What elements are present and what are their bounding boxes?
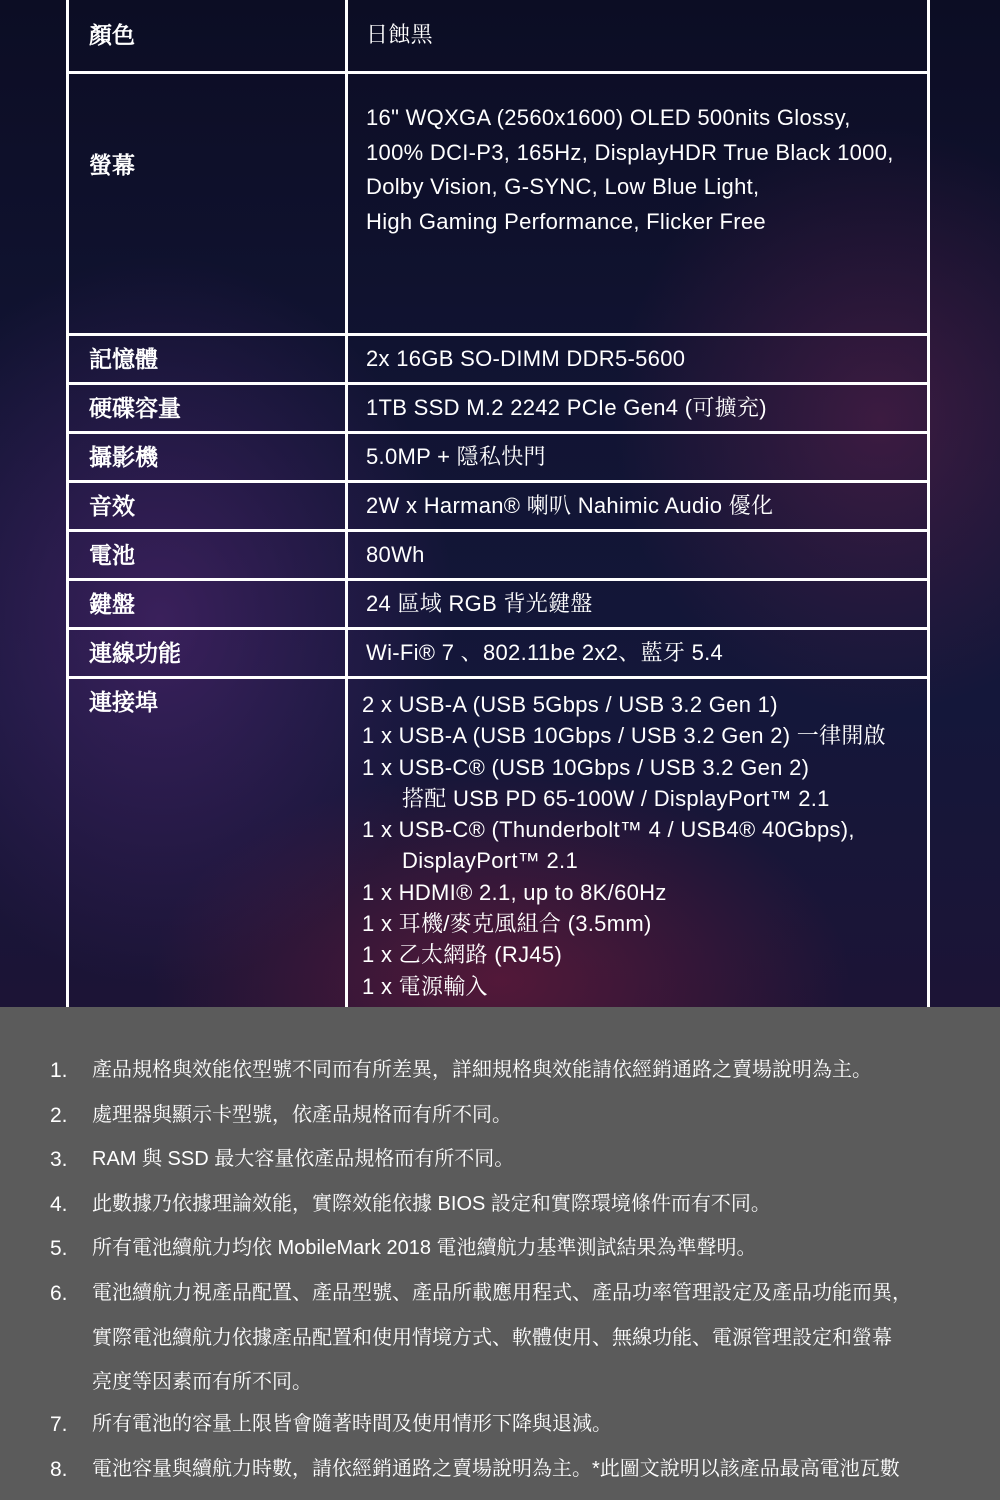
footnote-text: 此數據乃依據理論效能，實際效能依據 BIOS 設定和實際環境條件而有不同。 [92,1193,771,1215]
footnote-number: 4. [50,1193,68,1216]
spec-label: 音效 [68,482,347,531]
spec-value: 2x 16GB SO-DIMM DDR5-5600 [347,335,929,384]
footnote-text: 產品規格與效能依型號不同而有所差異，詳細規格與效能請依經銷通路之賣場說明為主。 [92,1059,872,1081]
spec-label: 顏色 [68,0,347,73]
spec-value: 5.0MP + 隱私快門 [347,433,929,482]
footnote-number: 5. [50,1237,68,1260]
port-line: 1 x 電源輸入 [362,973,488,999]
footnote-number: 7. [50,1413,68,1436]
port-line: 1 x 耳機/麥克風組合 (3.5mm) [362,911,652,937]
spec-line: 100% DCI-P3, 165Hz, DisplayHDR True Black 1000, [366,139,894,165]
spec-value: 2W x Harman® 喇叭 Nahimic Audio 優化 [347,482,929,531]
spec-label: 連線功能 [68,629,347,678]
spec-value: 80Wh [347,531,929,580]
spec-value: Wi-Fi® 7 、802.11be 2x2、藍牙 5.4 [347,629,929,678]
spec-label: 連接埠 [68,678,347,1008]
port-line: 1 x HDMI® 2.1, up to 8K/60Hz [362,879,667,905]
footnote-text: 電池續航力視產品配置、產品型號、產品所載應用程式、產品功率管理設定及產品功能而異， 實際電池續航力依據產品配置和使用情境方式、軟體使用、無線功能、電源管理設定和螢幕 亮度等因素而有所不同。 [92,1282,912,1393]
spec-row-battery [68,531,929,580]
port-line: DisplayPort™ 2.1 [402,848,578,874]
footnote-number: 3. [50,1148,68,1171]
port-line: 1 x USB-C® (Thunderbolt™ 4 / USB4® 40Gbps), [362,817,855,843]
spec-row-keyboard [68,580,929,629]
spec-label: 電池 [68,531,347,580]
spec-label: 螢幕 [68,73,347,335]
spec-row-screen [68,73,929,335]
footnote-number: 1. [50,1059,68,1082]
spec-label: 硬碟容量 [68,384,347,433]
spec-row-ports [68,678,929,1008]
spec-row-camera [68,433,929,482]
spec-row-connectivity [68,629,929,678]
spec-value: 日蝕黑 [347,0,929,73]
port-line: 2 x USB-A (USB 5Gbps / USB 3.2 Gen 1) [362,692,778,717]
spec-line: Dolby Vision, G-SYNC, Low Blue Light, [366,174,760,199]
footnote-text: 所有電池續航力均依 MobileMark 2018 電池續航力基準測試結果為準聲明。 [92,1237,757,1259]
spec-value: 1TB SSD M.2 2242 PCIe Gen4 (可擴充) [347,384,929,433]
footnote-text: 處理器與顯示卡型號，依產品規格而有所不同。 [92,1104,512,1126]
port-line: 1 x 乙太網路 (RJ45) [362,942,563,968]
footnote-text: RAM 與 SSD 最大容量依產品規格而有所不同。 [92,1148,515,1170]
spec-row-color [68,0,929,73]
footnote-text: 所有電池的容量上限皆會隨著時間及使用情形下降與退減。 [92,1413,612,1435]
footnote-number: 2. [50,1104,68,1127]
spec-label: 鍵盤 [68,580,347,629]
spec-label: 記憶體 [68,335,347,384]
spec-row-memory [68,335,929,384]
spec-value: 24 區域 RGB 背光鍵盤 [347,580,929,629]
port-line: 搭配 USB PD 65-100W / DisplayPort™ 2.1 [402,785,830,811]
spec-table [66,0,930,1007]
footnote-number: 6. [50,1282,68,1305]
port-line: 1 x USB-C® (USB 10Gbps / USB 3.2 Gen 2) [362,754,810,780]
spec-row-audio [68,482,929,531]
spec-line: High Gaming Performance, Flicker Free [366,208,766,234]
spec-row-storage [68,384,929,433]
footnotes-section [0,1007,1000,1500]
spec-value [347,678,929,1008]
spec-label: 攝影機 [68,433,347,482]
footnote-text: 電池容量與續航力時數，請依經銷通路之賣場說明為主。*此圖文說明以該產品最高電池瓦數 [92,1458,900,1480]
port-line: 1 x USB-A (USB 10Gbps / USB 3.2 Gen 2) 一律開啟 [362,723,886,749]
spec-line: 16" WQXGA (2560x1600) OLED 500nits Glossy, [366,105,851,130]
footnote-number: 8. [50,1458,68,1481]
spec-value [347,73,929,335]
